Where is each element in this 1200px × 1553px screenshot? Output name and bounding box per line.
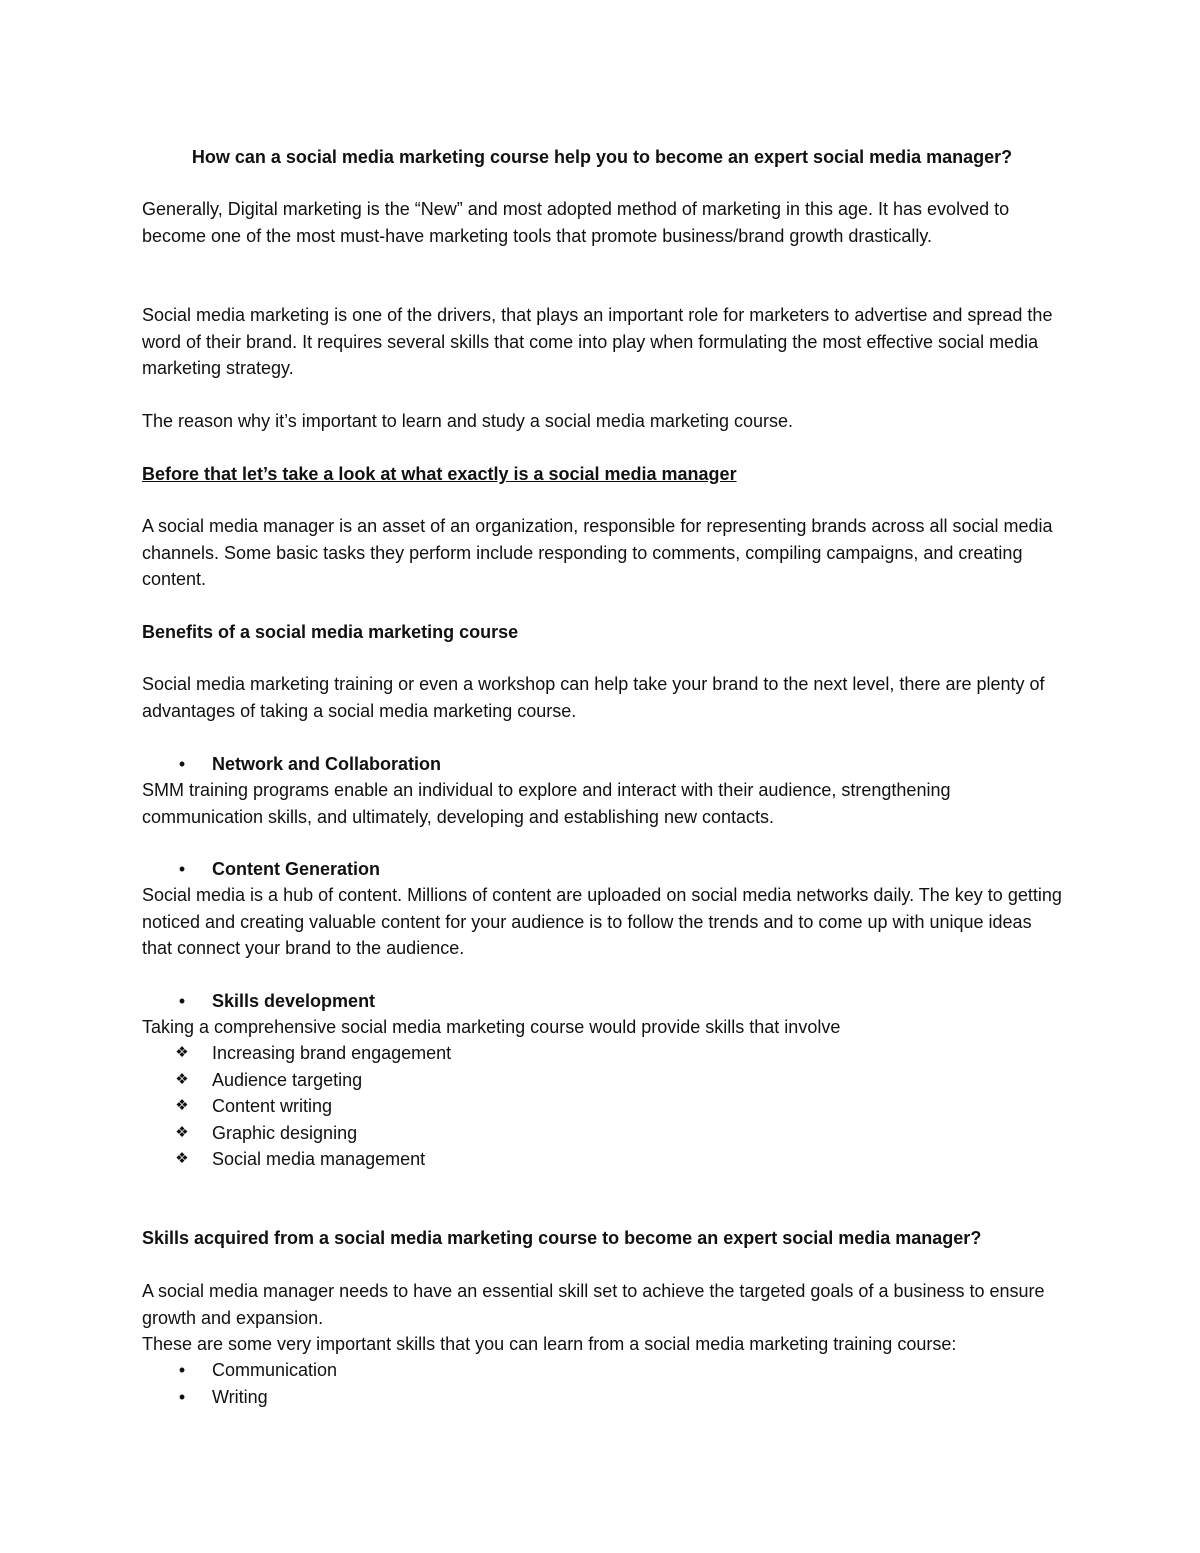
manager-paragraph: A social media manager is an asset of an organization, responsible for representing brands across all social media channels. Some basic tasks they perform include responding to comments, compiling campaigns, and creating content.	[142, 516, 1053, 589]
intro-paragraph-1: Generally, Digital marketing is the “New” and most adopted method of marketing in this age. It has evolved to become one of the most must-have marketing tools that promote business/brand growth drastically.	[142, 199, 1010, 246]
skill-item	[142, 1067, 1062, 1094]
list-item	[142, 988, 1062, 1015]
section-heading-manager: Before that let’s take a look at what exactly is a social media manager	[142, 464, 737, 484]
skill-label: Social media management	[212, 1149, 426, 1169]
benefit-text: Taking a comprehensive social media marketing course would provide skills that involve	[142, 1017, 841, 1037]
diamond-bullet-icon: ❖	[175, 1071, 189, 1088]
skills-paragraph-2: These are some very important skills that you can learn from a social media marketing training course:	[142, 1334, 957, 1354]
skill-item	[142, 1040, 1062, 1067]
list-item	[142, 1357, 1062, 1384]
diamond-bullet-icon: ❖	[175, 1097, 189, 1114]
benefits-paragraph: Social media marketing training or even a workshop can help take your brand to the next level, there are plenty of advantages of taking a social media marketing course.	[142, 674, 1045, 721]
diamond-bullet-icon: ❖	[175, 1150, 189, 1167]
intro-paragraph-2: Social media marketing is one of the drivers, that plays an important role for marketers to advertise and spread the word of their brand. It requires several skills that come into play when formulating the most effective social media marketing strategy.	[142, 305, 1053, 378]
diamond-bullet-icon: ❖	[175, 1044, 189, 1061]
benefit-label: Network and Collaboration	[212, 754, 442, 774]
bullet-icon: •	[178, 859, 186, 879]
bullet-icon: •	[178, 991, 186, 1011]
skill-label: Content writing	[212, 1096, 333, 1116]
skill-label: Increasing brand engagement	[212, 1043, 452, 1063]
benefit-text: SMM training programs enable an individual to explore and interact with their audience, strengthening communication skills, and ultimately, developing and establishing new contacts.	[142, 780, 951, 827]
bullet-icon: •	[178, 1360, 186, 1380]
intro-paragraph-3: The reason why it’s important to learn and study a social media marketing course.	[142, 411, 793, 431]
skills-paragraph-1: A social media manager needs to have an essential skill set to achieve the targeted goals of a business to ensure growth and expansion.	[142, 1281, 1045, 1328]
benefit-label: Content Generation	[212, 859, 381, 879]
benefit-text: Social media is a hub of content. Millions of content are uploaded on social media networks daily. The key to getting noticed and creating valuable content for your audience is to follow the trends and to come up with unique ideas that connect your brand to the audience.	[142, 885, 1062, 958]
skill-item	[142, 1093, 1062, 1120]
skill-label: Writing	[212, 1387, 268, 1407]
skill-label: Audience targeting	[212, 1070, 363, 1090]
section-heading-skills: Skills acquired from a social media marketing course to become an expert social media manager?	[142, 1228, 982, 1248]
diamond-bullet-icon: ❖	[175, 1124, 189, 1141]
list-item	[142, 751, 1062, 778]
list-item	[142, 1384, 1062, 1411]
benefit-label: Skills development	[212, 991, 376, 1011]
bullet-icon: •	[178, 1387, 186, 1407]
skill-item	[142, 1120, 1062, 1147]
skill-item	[142, 1146, 1062, 1173]
document-title: How can a social media marketing course help you to become an expert social media manager?	[191, 147, 1013, 167]
section-heading-benefits: Benefits of a social media marketing course	[142, 622, 519, 642]
list-item	[142, 856, 1062, 883]
bullet-icon: •	[178, 754, 186, 774]
skill-label: Communication	[212, 1360, 338, 1380]
skill-label: Graphic designing	[212, 1123, 358, 1143]
